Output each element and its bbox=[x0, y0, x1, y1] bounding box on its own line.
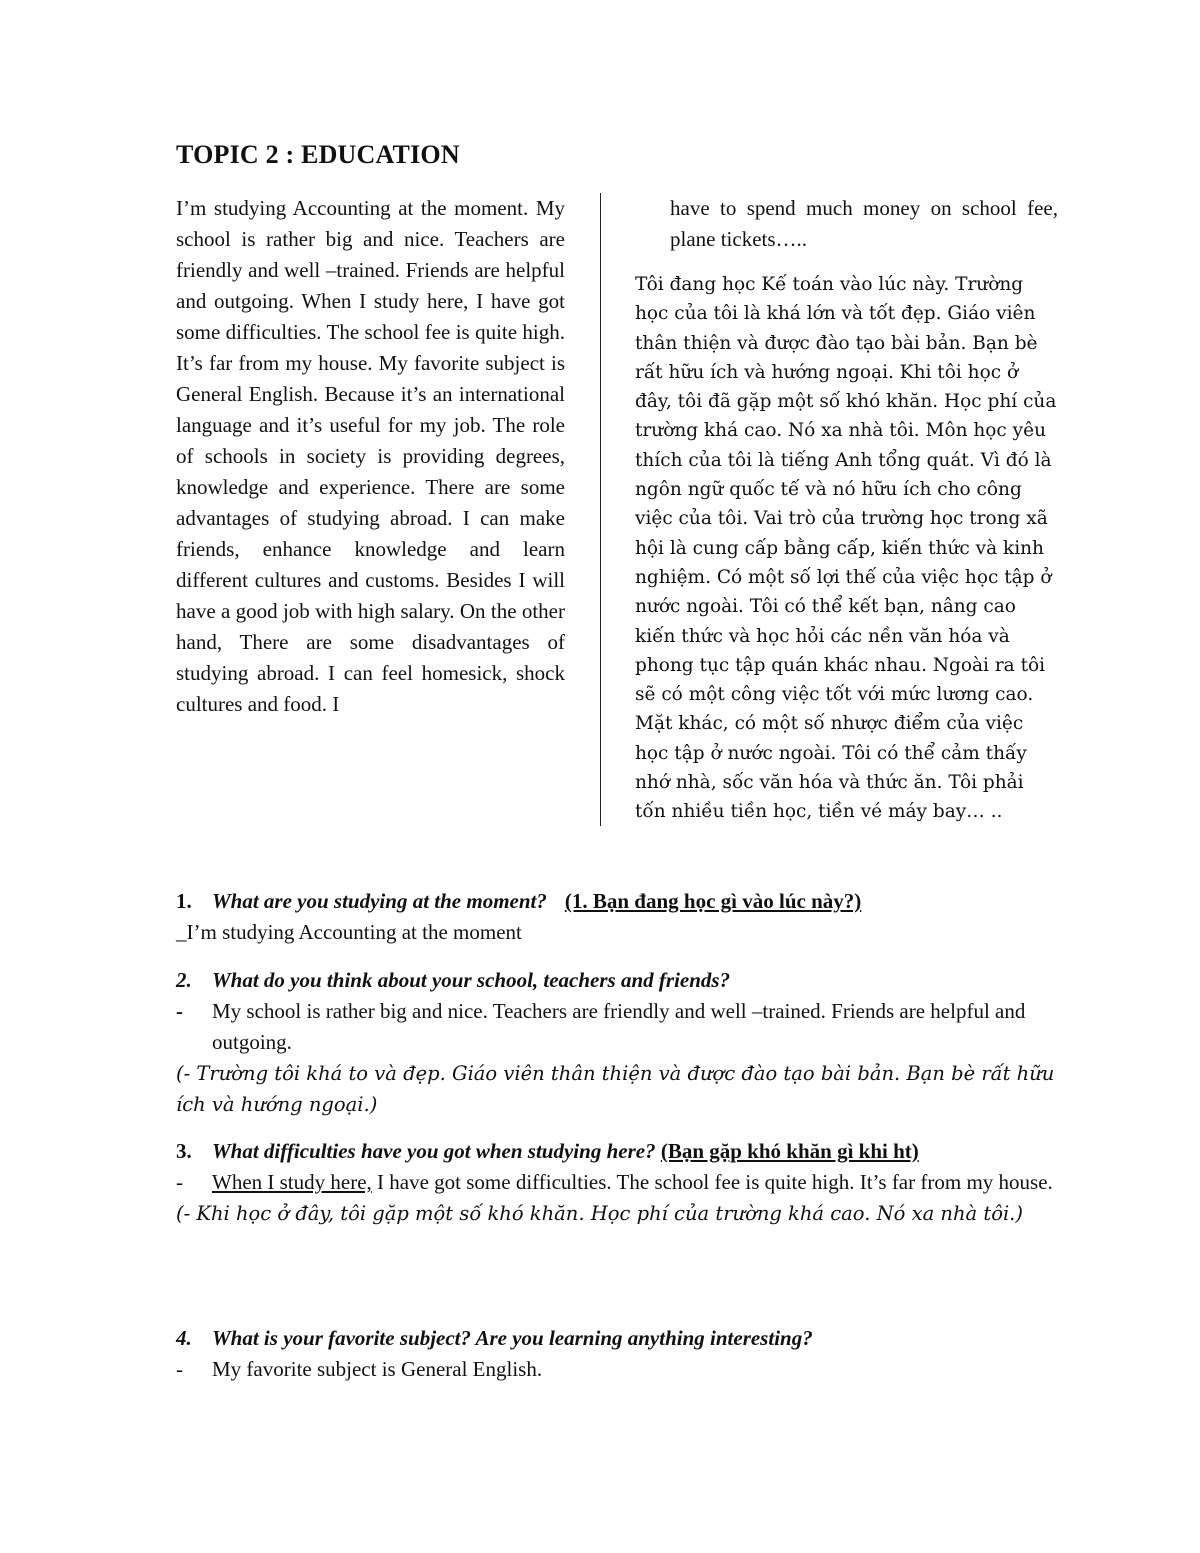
question-block-1 bbox=[176, 886, 1066, 948]
bullet-dash: - bbox=[176, 1357, 183, 1381]
essay-english-column: I’m studying Accounting at the moment. My school is rather big and nice. Teachers are friendly and well –trained. Friends are helpful and outgoing. When I study here, I have got some difficulties. The school fee is quite high. It’s far from my house. My favorite subject is General English. Because it’s an international language and it’s useful for my job. The role of schools in society is providing degrees, knowledge and experience. There are some advantages of studying abroad. I can make friends, enhance knowledge and learn different cultures and customs. Besides I will have a good job with high salary. On the other hand, There are some disadvantages of studying abroad. I can feel homesick, shock cultures and food. I bbox=[176, 196, 565, 716]
question-line bbox=[176, 965, 1066, 996]
question-number: 1. bbox=[176, 889, 192, 913]
document-title: TOPIC 2 : EDUCATION bbox=[176, 140, 460, 169]
answer-text: My favorite subject is General English. bbox=[212, 1357, 543, 1381]
answer-translation: (- Trường tôi khá to và đẹp. Giáo viên thân thiện và được đào tạo bài bản. Bạn bè rất hữu ích và hướng ngoại.) bbox=[176, 1062, 1055, 1116]
bullet-dash: - bbox=[176, 999, 183, 1023]
answer-text-wrapper bbox=[212, 1167, 1066, 1198]
answer-translation: (- Khi học ở đây, tôi gặp một số khó khăn. Học phí của trường khá cao. Nó xa nhà tôi.) bbox=[176, 1202, 1023, 1225]
question-text: What difficulties have you got when studying here? bbox=[212, 1139, 656, 1163]
question-number: 4. bbox=[176, 1326, 192, 1350]
bullet-dash: - bbox=[176, 1170, 183, 1194]
answer-text: My school is rather big and nice. Teachers are friendly and well –trained. Friends are helpful and outgoing. bbox=[212, 999, 1026, 1054]
question-number: 3. bbox=[176, 1139, 192, 1163]
question-block-4 bbox=[176, 1323, 1066, 1385]
question-text: What is your favorite subject? Are you learning anything interesting? bbox=[212, 1326, 813, 1350]
question-line bbox=[176, 886, 1066, 917]
essay-english-continuation: have to spend much money on school fee, plane tickets….. bbox=[670, 196, 1058, 251]
question-translation: (1. Bạn đang học gì vào lúc này?) bbox=[564, 889, 862, 913]
answer-bullet bbox=[176, 1354, 1066, 1385]
question-number: 2. bbox=[176, 968, 192, 992]
question-block-3 bbox=[176, 1136, 1066, 1229]
question-translation: (Bạn gặp khó khăn gì khi ht) bbox=[660, 1139, 919, 1163]
question-block-2 bbox=[176, 965, 1066, 1120]
essay-vietnamese-translation: Tôi đang học Kế toán vào lúc này. Trường học của tôi là khá lớn và tốt đẹp. Giáo viên thân thiện và được đào tạo bài bản. Bạn bè rất hữu ích và hướng ngoại. Khi tôi học ở đây, tôi đã gặp một số khó khăn. Học phí của trường khá cao. Nó xa nhà tôi. Môn học yêu thích của tôi là tiếng Anh tổng quát. Vì đó là ngôn ngữ quốc tế và nó hữu ích cho công việc của tôi. Vai trò của trường học trong xã hội là cung cấp bằng cấp, kiến thức và kinh nghiệm. Có một số lợi thế của việc học tập ở nước ngoài. Tôi có thể kết bạn, nâng cao kiến thức và học hỏi các nền văn hóa và phong tục tập quán khác nhau. Ngoài ra tôi sẽ có một công việc tốt với mức lương cao. Mặt khác, có một số nhược điểm của việc học tập ở nước ngoài. Tôi có thể cảm thấy nhớ nhà, sốc văn hóa và thức ăn. Tôi phải tốn nhiều tiền học, tiền vé máy bay… .. bbox=[635, 274, 1057, 823]
question-text: What are you studying at the moment? bbox=[212, 889, 547, 913]
answer-underlined-text: When I study here, bbox=[212, 1170, 372, 1194]
question-line bbox=[176, 1323, 1066, 1354]
answer-bullet bbox=[176, 996, 1066, 1058]
column-divider bbox=[600, 193, 601, 826]
answer-bullet bbox=[176, 1167, 1066, 1198]
answer-text: _I’m studying Accounting at the moment bbox=[176, 920, 522, 944]
question-text: What do you think about your school, teachers and friends? bbox=[212, 968, 731, 992]
answer-text: I have got some difficulties. The school fee is quite high. It’s far from my house. bbox=[371, 1170, 1053, 1194]
question-line bbox=[176, 1136, 1066, 1167]
